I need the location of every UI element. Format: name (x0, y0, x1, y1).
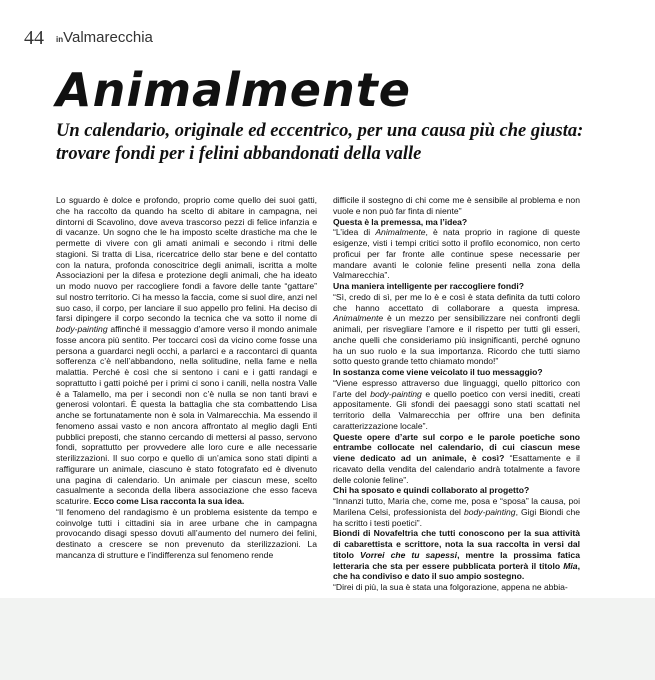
answer: “Direi di più, la sua è stata una folgorazione, appena ne abbia- (333, 582, 568, 592)
question: Queste opere d’arte sul corpo e le parole poetiche sono entrambe collocate nel calendario, di cui ciascun mese viene dedicato ad un animale, è così? (333, 431, 580, 463)
answer: difficile il sostegno di chi come me è sensibile al problema e non vuole e non può far finta di niente” (333, 195, 580, 216)
qa-paragraph: Queste opere d’arte sul corpo e le parole poetiche sono entrambe collocate nel calendario, di cui ciascun mese viene dedicato ad un animale, è così? “Esattamente e il ricavato della vendita del calendario andrà totalmente a favore delle colonie feline”. (333, 431, 580, 485)
question: Biondi di Novafeltria che tutti conoscono per la sua attività di cabarettista e scrittore, nota la sua raccolta in versi dal titolo Vorrei che tu sapessi, mentre la prossima fatica letteraria che sta per essere pubblicata porterà il titolo Mia, che ha condiviso e dato il suo ampio sostegno. (333, 528, 580, 582)
answer: “Innanzi tutto, Maria che, come me, posa e “sposa” la causa, poi Marilena Celsi, professionista del body-painting, Gigi Biondi che ha scritto i testi poetici”. (333, 496, 580, 528)
article-title: Animalmente (56, 63, 411, 117)
text-column-left (56, 195, 317, 561)
article-subtitle: Un calendario, originale ed eccentrico, per una causa più che giusta: trovare fondi per i felini abbandonati della valle (56, 121, 584, 164)
answer: “L’idea di Animalmente, è nata proprio in ragione di queste esigenze, visti i tempi critici sotto il profilo economico, non certo proficui per far fronte alle continue spese necessarie per mandare avanti le colonie feline presenti nella zona della Valmarecchia”. (333, 227, 580, 281)
answer: “Il fenomeno del randagismo è un problema esistente da tempo e coinvolge tutti i cittadini sia in aree urbane che in campagna provocando disagi spesso dovuti all’aumento del numero dei felini, destinato a crescere se non prevenuto da sterilizzazioni. La mancanza di strutture e l’indifferenza sul fenomeno rende (56, 506, 317, 560)
page-number: 44 (24, 27, 44, 49)
paragraph-intro: Lo sguardo è dolce e profondo, proprio come quello dei suoi gatti, che ha raccolto da quando ha scelto di abitare in campagna, nei dintorni di Scavolino, dove aveva trascorso pezzi di felice infanzia e di vacanze. Un sogno che le ha imposto scelte drastiche ma che le permette di vivere con gli amati animali e secondo i ritmi delle stagioni. Si tratta di Lisa, ricercatrice dello star bene e del contatto con la natura, profonda conoscitrice degli animali, iscritta a molte Associazioni per la difesa e protezione degli animali, che ha ideato un modo nuovo per raccogliere fondi a favore delle tante “gattare” sul nostro territorio. Ci ha messo la faccia, come si suol dire, anzi nel suo caso, il corpo, per lanciare il suo appello pro felini. Ha deciso di farsi dipingere il corpo secondo la tecnica che va sotto il nome di body-painting affinché il messaggio d’amore verso il mondo animale fosse ancora più sentito. Per toccarci così da vicino come fosse una persona a guardarci negli occhi, a parlarci e a raccontarci di quanta sofferenza c’è nell’abbandono, nella solitudine, nella fame e nella malattia. Perché è così che si sentono i cani e i gatti randagi e soprattutto i gatti poiché per i primi ci sono i canili, nella nostra Valle è a Talamello, ma per i secondi non c’è nulla se non tanti bravi e generosi volontari. È questa la battaglia che sta combattendo Lisa anche se fortunatamente non è sola in Valmarecchia. Ma essendo il fenomeno assai vasto e non ancora affrontato al meglio dagli Enti pubblici preposti, che stanno cercando di mettersi al passo, servono fondi, soprattutto per provvedere alle loro cure e alle necessarie sterilizzazioni. Il suo corpo e quello di un’amica sono stati dipinti a raffigurare un animale, ciascuno è stato fotografato ed è divenuto una pagina di calendario. Un animale per ciascun mese, scelto casualmente a seconda della libera associazione che esso faceva scaturire. Ecco come Lisa racconta la sua idea. (56, 195, 317, 506)
page-footer-strip (0, 598, 655, 680)
page-header (24, 26, 153, 48)
question: Ecco come Lisa racconta la sua idea. (93, 496, 245, 506)
section-prefix: in (56, 35, 64, 44)
section-label (56, 30, 153, 48)
section-name: Valmarecchia (63, 29, 153, 46)
question: Chi ha sposato e quindi collaborato al progetto? (333, 485, 530, 496)
question: Questa è la premessa, ma l’idea? (333, 216, 468, 227)
text-column-right (333, 195, 580, 593)
question: Una maniera intelligente per raccogliere fondi? (333, 281, 524, 291)
answer: “Sì, credo di sì, per me lo è e così è stata definita da tutti coloro che hanno accettato di collaborare a questa impresa. Animalmente è un mezzo per sensibilizzare nei confronti degli animali, per risvegliare l’amore e il rispetto per tutti gli esseri, anche quelli che consideriamo più insignificanti, perché ognuno ha un suo ruolo e la sua importanza. Ricordo che tutti siamo sotto questo grande tetto chiamato mondo!” (333, 291, 580, 367)
question: In sostanza come viene veicolato il tuo messaggio? (333, 367, 543, 377)
answer: “Viene espresso attraverso due linguaggi, quello pittorico con l’arte del body-painting e quello poetico con versi inediti, creati appositamente. Gli sfondi dei paesaggi sono stati scattati nel territorio della Valmarecchia per offrire una ben definita caratterizzazione locale”. (333, 377, 580, 431)
